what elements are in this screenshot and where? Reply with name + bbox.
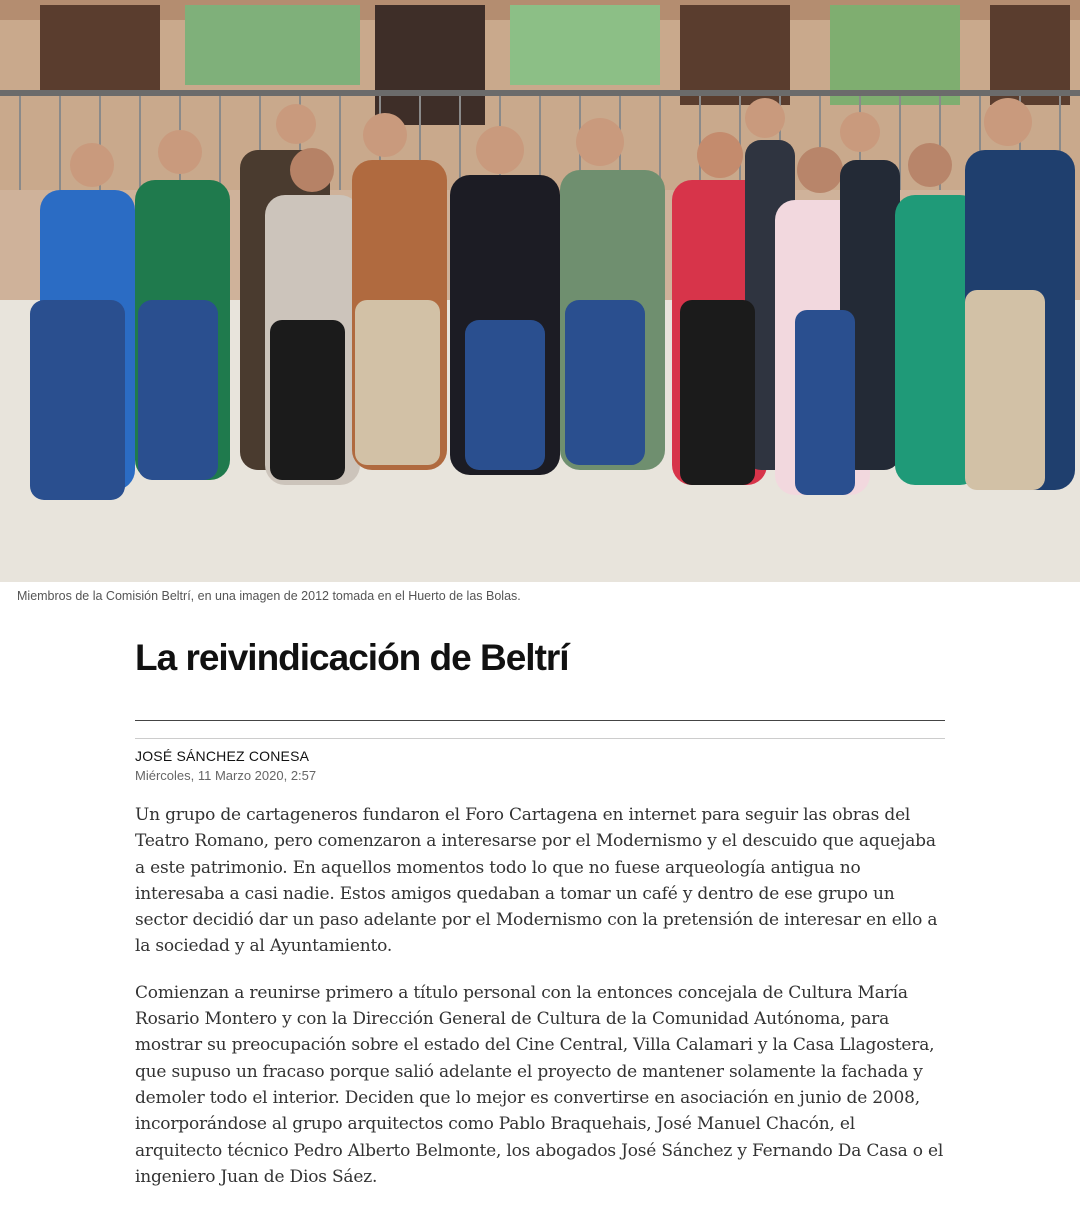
article-paragraph: Comienzan a reunirse primero a título personal con la entonces concejala de Cultura María Rosario Montero y con la Dirección General de Cultura de la Comunidad Autónoma, para mostrar su preocupación sobre el estado del Cine Central, Villa Calamari y la Casa Llagostera, que supuso un fracaso porque salió adelante el proyecto de mantener solamente la fachada y demoler todo el interior. Deciden que lo mejor es convertirse en asociación en junio de 2008, incorporándose al grupo arquitectos como Pablo Braquehais, José Manuel Chacón, el arquitecto técnico Pedro Alberto Belmonte, los abogados José Sánchez y Fernando Da Casa o el ingeniero Juan de Dios Sáez. — [135, 982, 944, 1187]
article-body — [135, 802, 947, 1210]
article-photo — [0, 0, 1080, 582]
byline-divider — [135, 738, 945, 739]
author-name[interactable]: JOSÉ SÁNCHEZ CONESA — [135, 748, 310, 764]
headline-divider — [135, 720, 945, 721]
photo-caption: Miembros de la Comisión Beltrí, en una imagen de 2012 tomada en el Huerto de las Bolas. — [17, 589, 521, 603]
article-paragraph: Un grupo de cartageneros fundaron el Foro Cartagena en internet para seguir las obras del Teatro Romano, pero comenzaron a interesarse por el Modernismo y el descuido que aquejaba a este patrimonio. En aquellos momentos todo lo que no fuese arqueología antigua no interesaba a casi nadie. Estos amigos quedaban a tomar un café y dentro de ese grupo un sector decidió dar un paso adelante por el Modernismo con la pretensión de interesar en ello a la sociedad y al Ayuntamiento. — [135, 805, 938, 957]
article — [135, 630, 945, 1187]
group-photo-illustration — [0, 0, 1080, 582]
article-headline: La reivindicación de Beltrí — [135, 637, 569, 678]
publish-date: Miércoles, 11 Marzo 2020, 2:57 — [135, 768, 317, 783]
